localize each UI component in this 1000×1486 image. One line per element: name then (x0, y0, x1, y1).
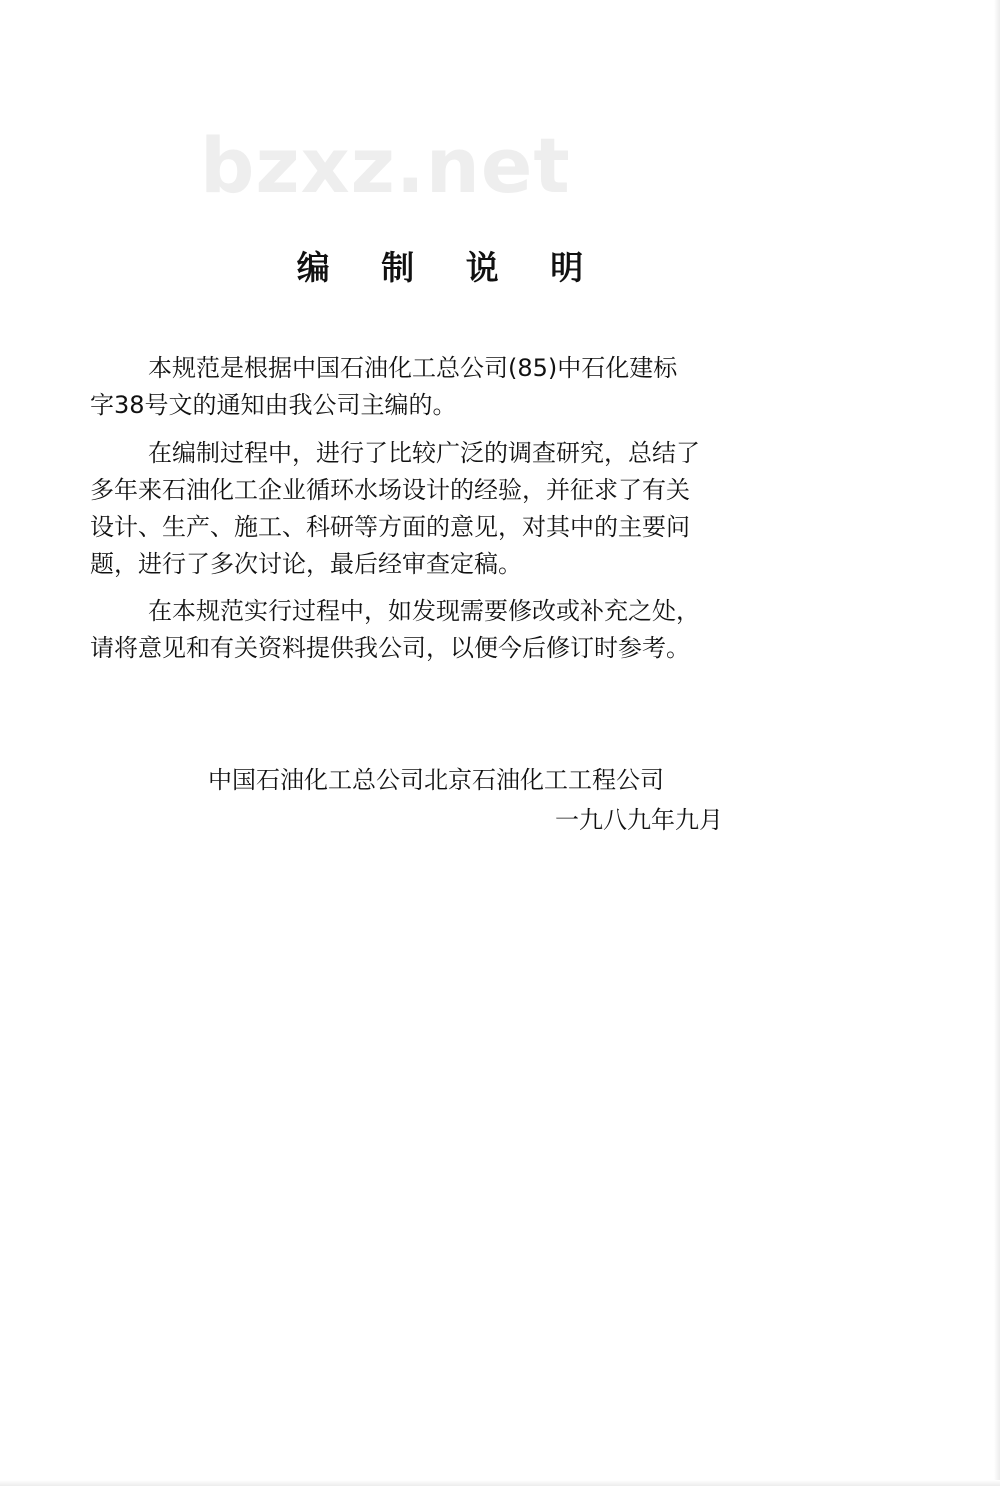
page-title: 编 制 说 明 (296, 248, 604, 287)
paragraph-line: 本规范是根据中国石油化工总公司(85)中石化建标 (148, 354, 678, 382)
paragraph-1 (90, 350, 770, 424)
paragraph-line: 多年来石油化工企业循环水场设计的经验，并征求了有关 (90, 476, 690, 504)
page-edge-bottom (0, 1480, 1000, 1486)
paragraph-line: 字38号文的通知由我公司主编的。 (90, 391, 457, 419)
paragraph-line: 在本规范实行过程中，如发现需要修改或补充之处， (148, 597, 700, 625)
paragraph-3 (90, 593, 770, 667)
paragraph-line: 题，进行了多次讨论，最后经审查定稿。 (90, 550, 522, 578)
watermark: bzxz.net (200, 121, 571, 210)
paragraph-line: 请将意见和有关资料提供我公司，以便今后修订时参考。 (90, 634, 690, 662)
paragraph-line: 设计、生产、施工、科研等方面的意见，对其中的主要问 (90, 513, 690, 541)
signature-organization: 中国石油化工总公司北京石油化工工程公司 (208, 766, 664, 794)
page-edge-right (994, 0, 1000, 1486)
paragraph-line: 在编制过程中，进行了比较广泛的调查研究，总结了 (148, 439, 700, 467)
signature-date: 一九八九年九月 (555, 806, 723, 834)
paragraph-2 (90, 435, 770, 583)
